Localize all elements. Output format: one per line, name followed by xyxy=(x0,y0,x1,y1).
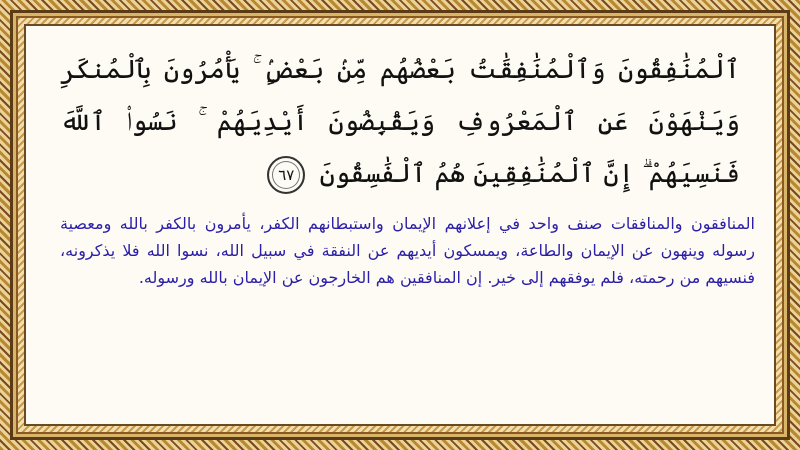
tafsir-text: المنافقون والمنافقات صنف واحد في إعلانهم الإيمان واستبطانهم الكفر، يأمرون بالكفر بالله ومعصية رسوله وينهون عن الإيمان والطاعة، ويمسكون أيديهم عن النفقة في سبيل الله، نسوا الله فلا يذكرونه، فنسيهم من رحمته، فلم يوفقهم إلى خير. إن المنافقين هم الخارجون عن الإيمان بالله ورسوله. xyxy=(60,214,755,287)
quran-verse xyxy=(60,44,740,200)
ayah-number-marker: ٦٧ xyxy=(267,156,305,194)
verse-text: ٱلْمُنَٰفِقُونَ وَٱلْمُنَٰفِقَٰتُ بَعْضُهُم مِّنۢ بَعْضٍۢ ۚ يَأْمُرُونَ بِٱلْمُنكَرِ وَيَنْهَوْنَ عَنِ ٱلْمَعْرُوفِ وَيَقْبِضُونَ أَيْدِيَهُمْ ۚ نَسُوا۟ ٱللَّهَ فَنَسِيَهُمْ ۗ إِنَّ ٱلْمُنَٰفِقِينَ هُمُ ٱلْفَٰسِقُونَ xyxy=(60,55,740,189)
